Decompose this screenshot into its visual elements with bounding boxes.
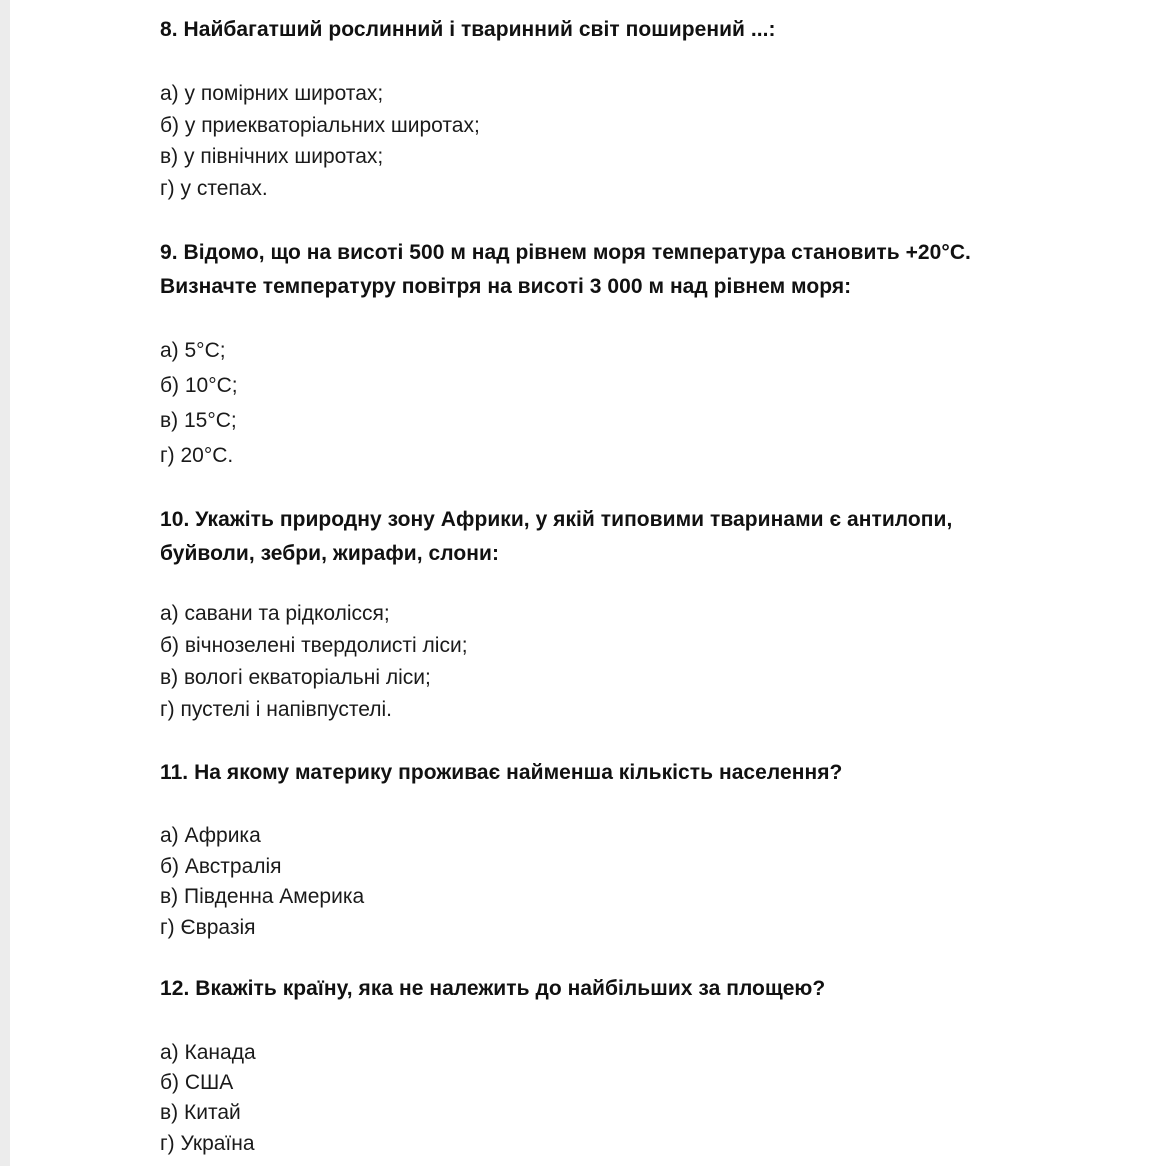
question-text: буйволи, зебри, жирафи, слони:: [160, 542, 499, 565]
answer-option: б) 10°С;: [160, 374, 238, 397]
answer-option: в) у північних широтах;: [160, 145, 384, 168]
answer-option: в) 15°С;: [160, 409, 237, 432]
answer-option: в) Південна Америка: [160, 885, 365, 908]
answer-option: г) у степах.: [160, 176, 268, 200]
answer-option: а) Канада: [160, 1041, 256, 1064]
question-9: [160, 236, 971, 304]
answer-option: а) Африка: [160, 824, 261, 847]
answer-option: а) 5°С;: [160, 339, 226, 362]
question-10: [160, 503, 952, 571]
question-text: 9. Відомо, що на висоті 500 м над рівнем моря температура становить +20°С.: [160, 241, 971, 264]
answer-options-12: [160, 1038, 256, 1159]
answer-options-10: [160, 598, 468, 726]
answer-option: б) Австралія: [160, 854, 282, 878]
answer-option: а) савани та рідколісся;: [160, 602, 390, 625]
question-text: 8. Найбагатший рослинний і тваринний світ поширений ...:: [160, 18, 776, 41]
answer-option: а) у помірних широтах;: [160, 82, 384, 105]
answer-option: б) вічнозелені твердолисті ліси;: [160, 634, 468, 657]
answer-option: б) США: [160, 1071, 234, 1095]
document-page: [10, 0, 1166, 1166]
answer-options-11: [160, 821, 364, 943]
question-text: 11. На якому материку проживає найменша кількість населення?: [160, 761, 843, 784]
question-text: 12. Вкажіть країну, яка не належить до найбільших за площею?: [160, 977, 826, 1000]
question-8: [160, 13, 776, 47]
answer-option: г) 20°С.: [160, 444, 234, 467]
question-text: Визначте температуру повітря на висоті 3 000 м над рівнем моря:: [160, 275, 852, 298]
answer-option: г) Україна: [160, 1131, 255, 1155]
answer-option: в) Китай: [160, 1101, 241, 1125]
answer-option: г) Євразія: [160, 915, 256, 939]
question-12: [160, 972, 825, 1006]
question-text: 10. Укажіть природну зону Африки, у якій типовими тваринами є антилопи,: [160, 508, 953, 531]
answer-options-9: [160, 333, 238, 473]
answer-options-8: [160, 78, 480, 204]
answer-option: в) вологі екваторіальні ліси;: [160, 666, 431, 689]
answer-option: г) пустелі і напівпустелі.: [160, 698, 392, 721]
answer-option: б) у приекваторіальних широтах;: [160, 113, 480, 137]
question-11: [160, 756, 842, 790]
